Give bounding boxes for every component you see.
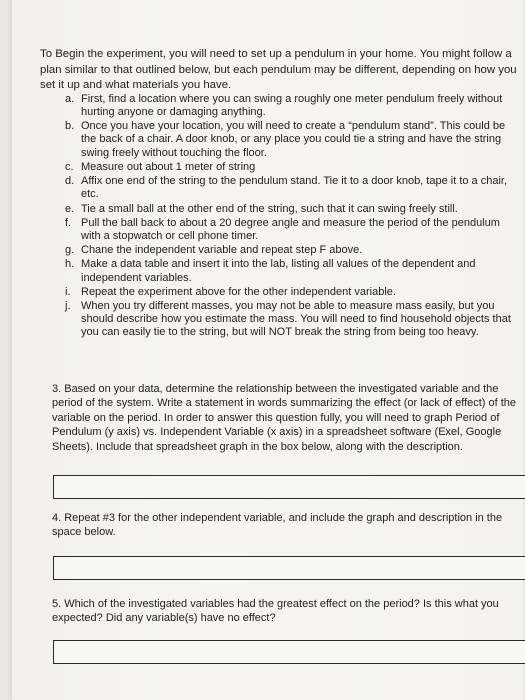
answer-box-5[interactable]	[53, 640, 525, 664]
step-marker: h.	[65, 258, 75, 271]
list-item	[65, 286, 520, 299]
step-text: Pull the ball back to about a 20 degree angle and measure the period of the pendulum with a stopwatch or cell phone timer.	[81, 216, 500, 242]
list-item	[65, 203, 520, 216]
list-item	[65, 161, 520, 174]
list-item	[65, 258, 520, 284]
step-text: Affix one end of the string to the pendulum stand. Tie it to a door knob, tape it to a chair, etc.	[81, 175, 508, 201]
step-text: Measure out about 1 meter of string	[81, 160, 256, 173]
step-marker: d.	[65, 175, 75, 188]
step-text: When you try different masses, you may not be able to measure mass easily, but you should describe how you estimate the mass. You will need to find household objects that you can easily tie to the string, but will NOT break the string from being too heavy.	[81, 300, 511, 339]
step-text: Make a data table and insert it into the lab, listing all values of the dependent and independent variables.	[81, 258, 476, 284]
step-marker: e.	[65, 202, 75, 215]
question-3: 3. Based on your data, determine the relationship between the investigated variable and the period of the system. Write a statement in words summarizing the effect (or lack of effect) of the variable on the period. In order to answer this question fully, you will need to graph Period of Pendulum (y axis) vs. Independent Variable (x axis) in a spreadsheet software (Exel, Google Sheets). Include that spreadsheet graph in the box below, along with the description.	[52, 383, 517, 453]
worksheet-page	[12, 0, 523, 700]
step-text: Once you have your location, you will need to create a “pendulum stand”. This could be the back of a chair. A door knob, or any place you could tie a string and have the string swing freely without touching the floor.	[81, 120, 506, 159]
answer-box-3[interactable]	[53, 475, 525, 499]
list-item	[65, 217, 520, 243]
step-marker: i.	[65, 285, 71, 298]
question-5: 5. Which of the investigated variables had the greatest effect on the period? Is this what you expected? Did any variable(s) have no effect?	[52, 598, 499, 625]
step-marker: c.	[65, 160, 74, 173]
step-marker: a.	[65, 93, 75, 105]
step-marker: f.	[65, 216, 72, 229]
step-text: First, find a location where you can swing a roughly one meter pendulum freely without hurting anyone or damaging anything.	[81, 93, 503, 119]
step-text: Chane the independent variable and repeat step F above.	[81, 244, 363, 257]
list-item	[65, 120, 520, 159]
procedure-steps-list	[65, 93, 520, 341]
answer-box-4[interactable]	[53, 556, 525, 580]
list-item	[65, 244, 520, 257]
list-item	[65, 93, 520, 119]
question-4: 4. Repeat #3 for the other independent variable, and include the graph and description in the space below.	[52, 512, 503, 539]
list-item	[65, 300, 520, 339]
intro-paragraph: To Begin the experiment, you will need to set up a pendulum in your home. You might follow a plan similar to that outlined below, but each pendulum may be different, depending on how you set it up and what materials you have.	[40, 48, 517, 91]
step-marker: g.	[65, 244, 75, 257]
step-marker: j.	[65, 300, 71, 313]
step-text: Repeat the experiment above for the other independent variable.	[81, 285, 396, 298]
step-text: Tie a small ball at the other end of the string, such that it can swing freely still.	[81, 202, 458, 215]
step-marker: b.	[65, 120, 75, 133]
list-item	[65, 175, 520, 201]
